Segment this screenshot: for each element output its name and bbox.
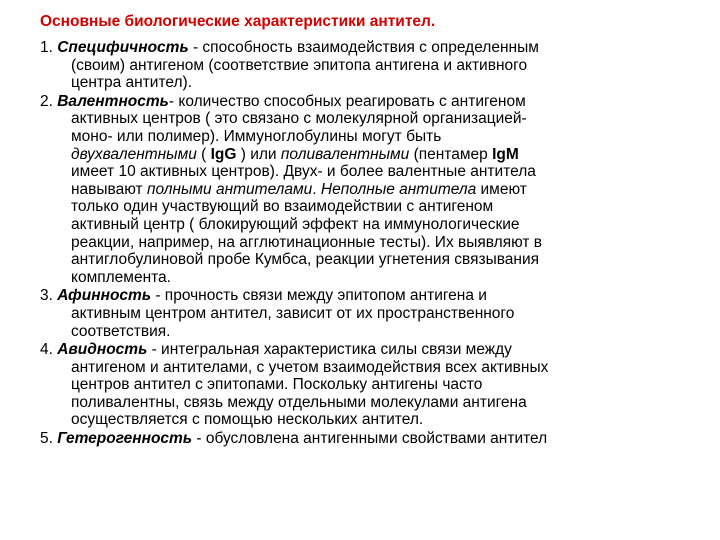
text-line [40, 411, 700, 429]
text-line [40, 359, 700, 377]
text-segment: навывают [71, 180, 147, 198]
term-label: Авидность [57, 341, 148, 359]
text-segment: имеют [476, 180, 527, 198]
text-segment: антиглобулиновой пробе Кумбса, реакции угнетения связывания [71, 251, 540, 269]
text-segment: комплемента. [71, 268, 171, 286]
text-segment: - интегральная характеристика силы связи между [147, 341, 512, 359]
text-line [40, 74, 700, 92]
text-segment: 5. [40, 430, 58, 448]
text-line [40, 305, 700, 323]
list-item [40, 39, 700, 92]
text-segment: активных центров ( это связано с молекулярной организацией- [71, 110, 527, 128]
text-segment: IgG [210, 145, 237, 163]
text-line [40, 394, 700, 412]
text-segment: (пентамер [409, 145, 493, 163]
list-item [40, 341, 700, 429]
text-line [40, 57, 700, 75]
text-segment: . [312, 180, 321, 198]
text-line [40, 323, 700, 341]
text-segment: моно- или полимер). Иммуноглобулины могут быть [71, 127, 442, 145]
text-line [40, 234, 700, 252]
term-label: Афинность [57, 287, 152, 305]
term-label: Специфичность [57, 39, 189, 56]
text-line [40, 128, 700, 146]
text-segment: центра антител). [71, 74, 193, 92]
term-label: Валентность [57, 92, 169, 110]
text-segment: ) или [236, 145, 281, 163]
list-item [40, 430, 700, 448]
text-segment: поливалентными [280, 145, 410, 163]
term-label: Гетерогенность [57, 430, 193, 448]
text-segment: двухвалентными [71, 145, 197, 163]
text-segment: 3. [40, 287, 58, 305]
text-line [40, 287, 700, 305]
text-segment: центров антител с эпитопами. Поскольку антигены часто [71, 376, 483, 394]
text-line [40, 430, 700, 448]
text-segment: - способность взаимодействия с определенным [188, 39, 539, 56]
text-segment: реакции, например, на агглютинационные тесты). Их выявляют в [71, 233, 543, 251]
text-line [40, 163, 700, 181]
text-segment: IgM [492, 145, 519, 163]
text-line [40, 269, 700, 287]
text-line [40, 39, 700, 57]
text-segment: - обусловлена антигенными свойствами антител [192, 430, 548, 448]
text-segment: (своим) антигеном (соответствие эпитопа антигена и активного [71, 56, 528, 74]
text-segment: имеет 10 активных центров). Двух- и более валентные антитела [71, 163, 536, 181]
text-segment: только один участвующий во взаимодействии с антигеном [71, 198, 494, 216]
text-segment: поливалентны, связь между отдельными молекулами антигена [71, 393, 527, 411]
text-line [40, 251, 700, 269]
text-segment: активным центром антител, зависит от их пространственного [71, 304, 515, 322]
text-segment: соответствия. [71, 322, 171, 340]
text-line [40, 93, 700, 111]
text-segment: осуществляется с помощью нескольких антител. [71, 411, 424, 429]
text-line [40, 146, 700, 164]
slide-title: Основные биологические характеристики антител. [40, 13, 436, 30]
text-line [40, 198, 700, 216]
text-segment: активный центр ( блокирующий эффект на иммунологические [71, 215, 520, 233]
text-segment: - прочность связи между эпитопом антигена и [151, 287, 487, 305]
text-segment: - количество способных реагировать с антигеном [168, 92, 526, 110]
text-segment: 1. [40, 39, 58, 56]
text-segment: Неполные антитела [320, 180, 477, 198]
text-segment: 4. [40, 341, 58, 359]
text-line [40, 216, 700, 234]
text-segment: антигеном и антителами, с учетом взаимодействия всех активных [71, 358, 549, 376]
list-item [40, 93, 700, 287]
list-item [40, 287, 700, 340]
slide-body [40, 39, 700, 448]
text-line [40, 181, 700, 199]
text-segment: полными антителами [146, 180, 313, 198]
text-segment: 2. [40, 92, 58, 110]
text-line [40, 376, 700, 394]
text-line [40, 110, 700, 128]
text-segment: ( [196, 145, 211, 163]
text-line [40, 341, 700, 359]
